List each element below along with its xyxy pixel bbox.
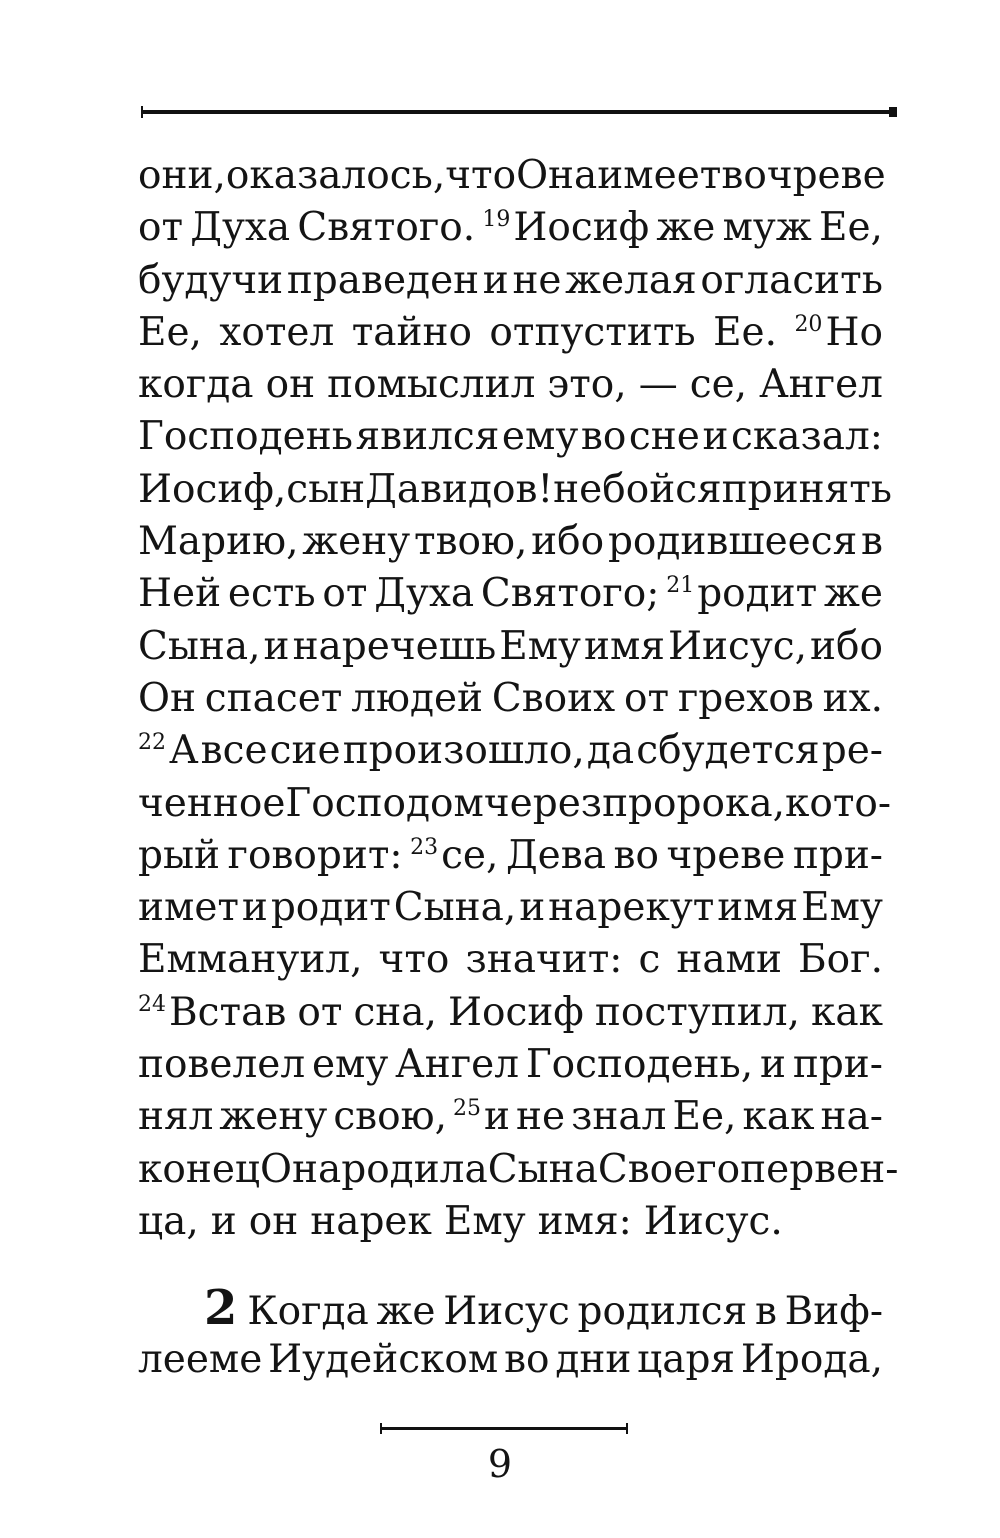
word: что	[445, 153, 517, 198]
word: Ее,	[818, 205, 883, 251]
word: значит:	[465, 937, 623, 983]
word: и	[241, 885, 268, 931]
word: же	[656, 205, 716, 251]
word: Дева	[505, 832, 606, 878]
word: это,	[547, 362, 627, 408]
word: Иосиф	[447, 989, 584, 1035]
word: имя	[584, 623, 665, 669]
word: сие	[269, 728, 341, 774]
word: он	[265, 362, 316, 408]
word: Ирода,	[740, 1337, 883, 1383]
text-line	[138, 516, 883, 568]
text-line	[138, 464, 893, 516]
word: во	[504, 1337, 550, 1383]
verse-number: 21	[666, 573, 695, 599]
word: первен-	[740, 1146, 899, 1192]
word: се,	[689, 362, 748, 408]
text-line	[138, 202, 883, 254]
word: Господень,	[525, 1042, 754, 1088]
text-line	[138, 307, 883, 359]
text-line	[138, 987, 883, 1039]
word: Господом	[285, 780, 484, 826]
word: сна,	[353, 989, 437, 1035]
verse-start: $^{25}$и	[453, 1094, 511, 1140]
word: и	[519, 885, 546, 931]
verse-start: $^{24}$Встав	[138, 989, 287, 1035]
word: с	[638, 937, 661, 983]
word: ему	[311, 1042, 389, 1088]
word: рый	[138, 832, 220, 878]
text-line	[138, 1091, 883, 1143]
word: кото-	[784, 780, 892, 826]
verse-number: 20	[794, 311, 823, 337]
word: бойся	[602, 466, 722, 512]
word: не	[553, 466, 603, 512]
word: ченное	[138, 780, 286, 826]
word: Ему	[801, 885, 883, 931]
word: поступил,	[594, 989, 800, 1035]
word: Ней	[138, 571, 222, 617]
text-line	[138, 1334, 883, 1386]
verse-number: 24	[138, 991, 166, 1017]
word: что	[378, 937, 450, 983]
word: родился	[577, 1289, 748, 1334]
word: хотел	[219, 309, 335, 355]
word: Духа	[374, 571, 475, 617]
word: Сына,	[393, 885, 517, 931]
text-line	[138, 1282, 883, 1334]
word: Своих	[491, 675, 616, 721]
word: имя:	[537, 1198, 632, 1244]
text-line	[138, 568, 883, 620]
word: и	[263, 623, 290, 669]
word: Давидов!	[365, 466, 554, 512]
word: —	[638, 362, 678, 408]
word: и	[702, 414, 729, 460]
text-line	[138, 255, 883, 307]
word: нял	[138, 1094, 214, 1140]
word: Марию,	[138, 519, 299, 565]
verse-start: $^{21}$родит	[666, 571, 818, 617]
word: помыслил	[327, 362, 536, 408]
word: имеет	[597, 153, 722, 198]
word: на-	[820, 1094, 883, 1140]
word: грехов	[677, 675, 814, 721]
verse-start: $^{22}$А	[138, 728, 199, 774]
word: дни	[555, 1337, 632, 1383]
word: в	[861, 519, 883, 565]
word: спасет	[204, 675, 343, 721]
word: он	[248, 1198, 299, 1244]
word: они,	[138, 153, 226, 198]
word: нами	[676, 937, 782, 983]
word: при-	[792, 832, 883, 878]
text-line	[138, 1144, 899, 1196]
word: говорит:	[227, 832, 403, 878]
word: жену	[219, 1094, 328, 1140]
chapter-2-start	[138, 1282, 883, 1387]
page-number: 9	[487, 1442, 513, 1486]
word: ибо	[531, 519, 605, 565]
bottom-rule	[382, 1427, 626, 1430]
verse-number: 19	[482, 207, 511, 233]
word: Сына,	[138, 623, 261, 669]
word: да	[586, 728, 635, 774]
word: тайно	[351, 309, 472, 355]
word: оказалось,	[225, 153, 446, 198]
word: родившееся	[607, 519, 858, 565]
word: Ему	[499, 623, 581, 669]
word: все	[200, 728, 268, 774]
word: людей	[351, 675, 484, 721]
word: принять	[721, 466, 893, 512]
word: Виф-	[784, 1289, 883, 1334]
word: твою,	[414, 519, 528, 565]
word: Ее,	[138, 309, 202, 355]
word: сын	[286, 466, 366, 512]
word: Она	[516, 153, 598, 198]
word: Своего	[597, 1146, 741, 1192]
text-line	[138, 150, 886, 202]
word: Иисус	[443, 1289, 570, 1334]
word: Сына	[487, 1146, 598, 1192]
word: сказал:	[731, 414, 883, 460]
word: свою,	[333, 1094, 447, 1140]
text-line	[138, 934, 883, 986]
chapter-number: 2	[204, 1280, 238, 1336]
gospel-text	[138, 150, 899, 1248]
verse-number: 23	[410, 834, 439, 860]
word: родит	[270, 885, 391, 931]
word: Ее.	[713, 309, 778, 355]
word: и	[482, 257, 509, 303]
word: лееме	[138, 1337, 263, 1383]
text-line	[138, 830, 883, 882]
word: Иисус,	[667, 623, 808, 669]
text-line	[138, 882, 883, 934]
word: муж	[722, 205, 812, 251]
word: во	[721, 153, 767, 198]
word: Святого;	[480, 571, 660, 617]
word: желая	[565, 257, 697, 303]
text-line	[138, 411, 883, 463]
word: Святого.	[297, 205, 476, 251]
word: не	[512, 257, 562, 303]
word: праведен	[286, 257, 480, 303]
word: огласить	[700, 257, 883, 303]
word: при-	[792, 1042, 883, 1088]
word: имя	[717, 885, 799, 931]
word: царя	[637, 1337, 736, 1383]
word: не	[516, 1094, 566, 1140]
word: наречешь	[292, 623, 497, 669]
word: же	[376, 1289, 436, 1334]
word: чреве	[766, 153, 886, 198]
word: Ангел	[759, 362, 883, 408]
word: через	[483, 780, 603, 826]
word: явился	[355, 414, 500, 460]
text-line	[138, 1039, 883, 1091]
word: и	[210, 1198, 237, 1244]
word: отпустить	[489, 309, 696, 355]
word: родила	[341, 1146, 488, 1192]
word: от	[322, 571, 368, 617]
word: Она	[260, 1146, 342, 1192]
word: конец	[138, 1146, 261, 1192]
word: пророка,	[602, 780, 785, 826]
word: имет	[138, 885, 239, 931]
word: от	[623, 675, 670, 721]
word: Иосиф,	[138, 466, 287, 512]
word: во	[580, 414, 627, 460]
word: как	[810, 989, 883, 1035]
word: и	[760, 1042, 786, 1088]
word: ца,	[138, 1198, 199, 1244]
word: знал	[571, 1094, 667, 1140]
verse-start: $^{19}$Иосиф	[482, 205, 650, 251]
word: ре-	[821, 728, 883, 774]
word: Когда	[247, 1289, 369, 1334]
top-rule	[143, 110, 891, 114]
word: будучи	[138, 257, 284, 303]
word: когда	[138, 362, 254, 408]
word: как	[742, 1094, 815, 1140]
word: сне	[628, 414, 700, 460]
text-line	[138, 621, 883, 673]
word: жену	[302, 519, 411, 565]
word: ему	[501, 414, 579, 460]
verse-number: 25	[453, 1096, 482, 1122]
text-line	[138, 778, 892, 830]
verse-start: $^{20}$Но	[794, 309, 883, 355]
word: повелел	[138, 1042, 306, 1088]
word: Он	[138, 675, 196, 721]
text-line	[138, 673, 883, 725]
word: от	[138, 205, 184, 251]
word: Еммануил,	[138, 937, 363, 983]
word: Иисус.	[643, 1198, 783, 1244]
text-line	[138, 359, 883, 411]
word: нарекут	[548, 885, 715, 931]
word: Ангел	[395, 1042, 519, 1088]
word: в	[754, 1289, 777, 1334]
word: во	[613, 832, 659, 878]
word: чреве	[666, 832, 786, 878]
word: Ее,	[672, 1094, 737, 1140]
word: Духа	[190, 205, 291, 251]
chapter-line-text	[247, 1286, 883, 1338]
word: от	[297, 989, 343, 1035]
word: ибо	[810, 623, 883, 669]
text-line	[138, 1196, 883, 1248]
verse-start: $^{23}$се,	[410, 832, 499, 878]
word: Ему	[443, 1198, 526, 1244]
word: Бог.	[798, 937, 883, 983]
verse-number: 22	[138, 730, 166, 756]
word: нарек	[310, 1198, 432, 1244]
word: есть	[227, 571, 316, 617]
word: Господень	[138, 414, 353, 460]
word: их.	[822, 675, 883, 721]
word: Иудейском	[268, 1337, 499, 1383]
text-line	[138, 725, 883, 777]
word: же	[824, 571, 883, 617]
word: сбудется	[636, 728, 820, 774]
word: произошло,	[342, 728, 585, 774]
